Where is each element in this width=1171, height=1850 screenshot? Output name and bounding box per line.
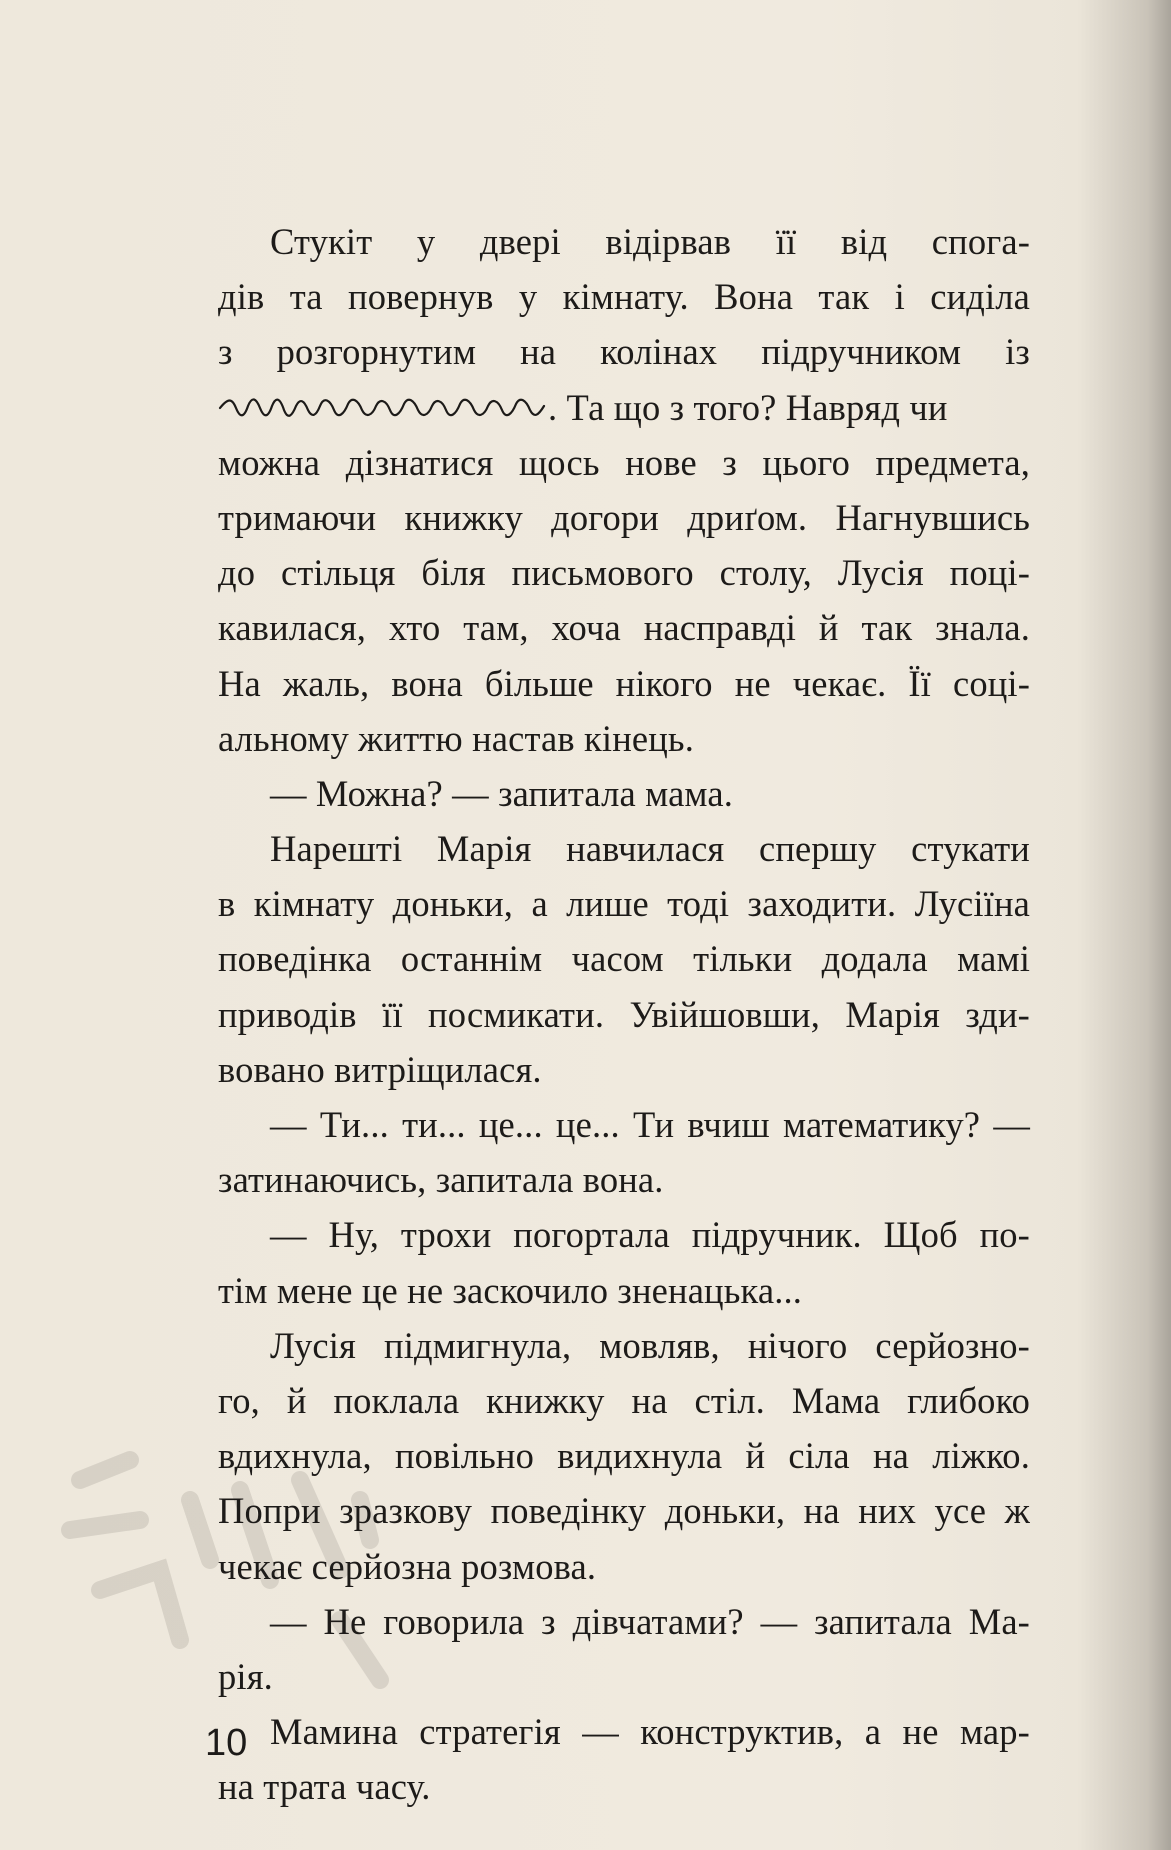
text-fragment: . Та що з того? Навряд чи [548,386,948,428]
text-line: Нарешті Марія навчилася спершу стукати [270,828,1030,870]
text-line: тримаючи книжку догори дриґом. Нагнувшись [218,496,1030,538]
dialog-line: тім мене це не заскочило зненацька... [218,1269,803,1311]
page-number: 10 [205,1722,248,1764]
handwritten-scribble-icon [218,394,548,424]
text-line: го, й поклала книжку на стіл. Мама глибоко [218,1379,1030,1421]
dialog-line: — Можна? — запитала мама. [270,772,734,814]
text-line: На жаль, вона більше нікого не чекає. Її соці- [218,662,1030,704]
dialog-line: — Ну, трохи погортала підручник. Щоб по- [270,1214,1030,1256]
text-line: Попри зразкову поведінку доньки, на них усе ж [218,1490,1030,1532]
text-line: приводів її посмикати. Увійшовши, Марія зди- [218,993,1030,1035]
text-line: вовано витріщилася. [218,1048,542,1090]
text-line: можна дізнатися щось нове з цього предмета, [218,441,1030,483]
text-line: альному життю настав кінець. [218,717,694,759]
dialog-line: — Ти... ти... це... це... Ти вчиш математику? — [270,1104,1030,1145]
text-line: на трата часу. [218,1766,431,1808]
dialog-line: затинаючись, запитала вона. [218,1159,664,1201]
text-line: Мамина стратегія — конструктив, а не мар- [270,1711,1030,1753]
dialog-line: рія. [218,1655,273,1697]
text-line: кавилася, хто там, хоча насправді й так знала. [218,607,1030,649]
text-line: до стільця біля письмового столу, Лусія поці- [218,552,1030,594]
text-line: дів та повернув у кімнату. Вона так і сиділа [218,276,1030,318]
dialog-line: — Не говорила з дівчатами? — запитала Ма- [270,1600,1030,1642]
text-line: чекає серйозна розмова. [218,1545,597,1587]
body-text [218,214,1030,1814]
text-line-with-scribble [218,380,1030,435]
text-line: поведінка останнім часом тільки додала мамі [218,938,1030,980]
text-line: в кімнату доньки, а лише тоді заходити. Лусіїна [218,883,1030,925]
text-line: Лусія підмигнула, мовляв, нічого серйозно- [270,1324,1030,1366]
text-line: з розгорнутим на колінах підручником із [218,331,1030,373]
text-line: Стукіт у двері відірвав її від спога- [270,221,1030,262]
text-line: вдихнула, повільно видихнула й сіла на ліжко. [218,1435,1030,1477]
